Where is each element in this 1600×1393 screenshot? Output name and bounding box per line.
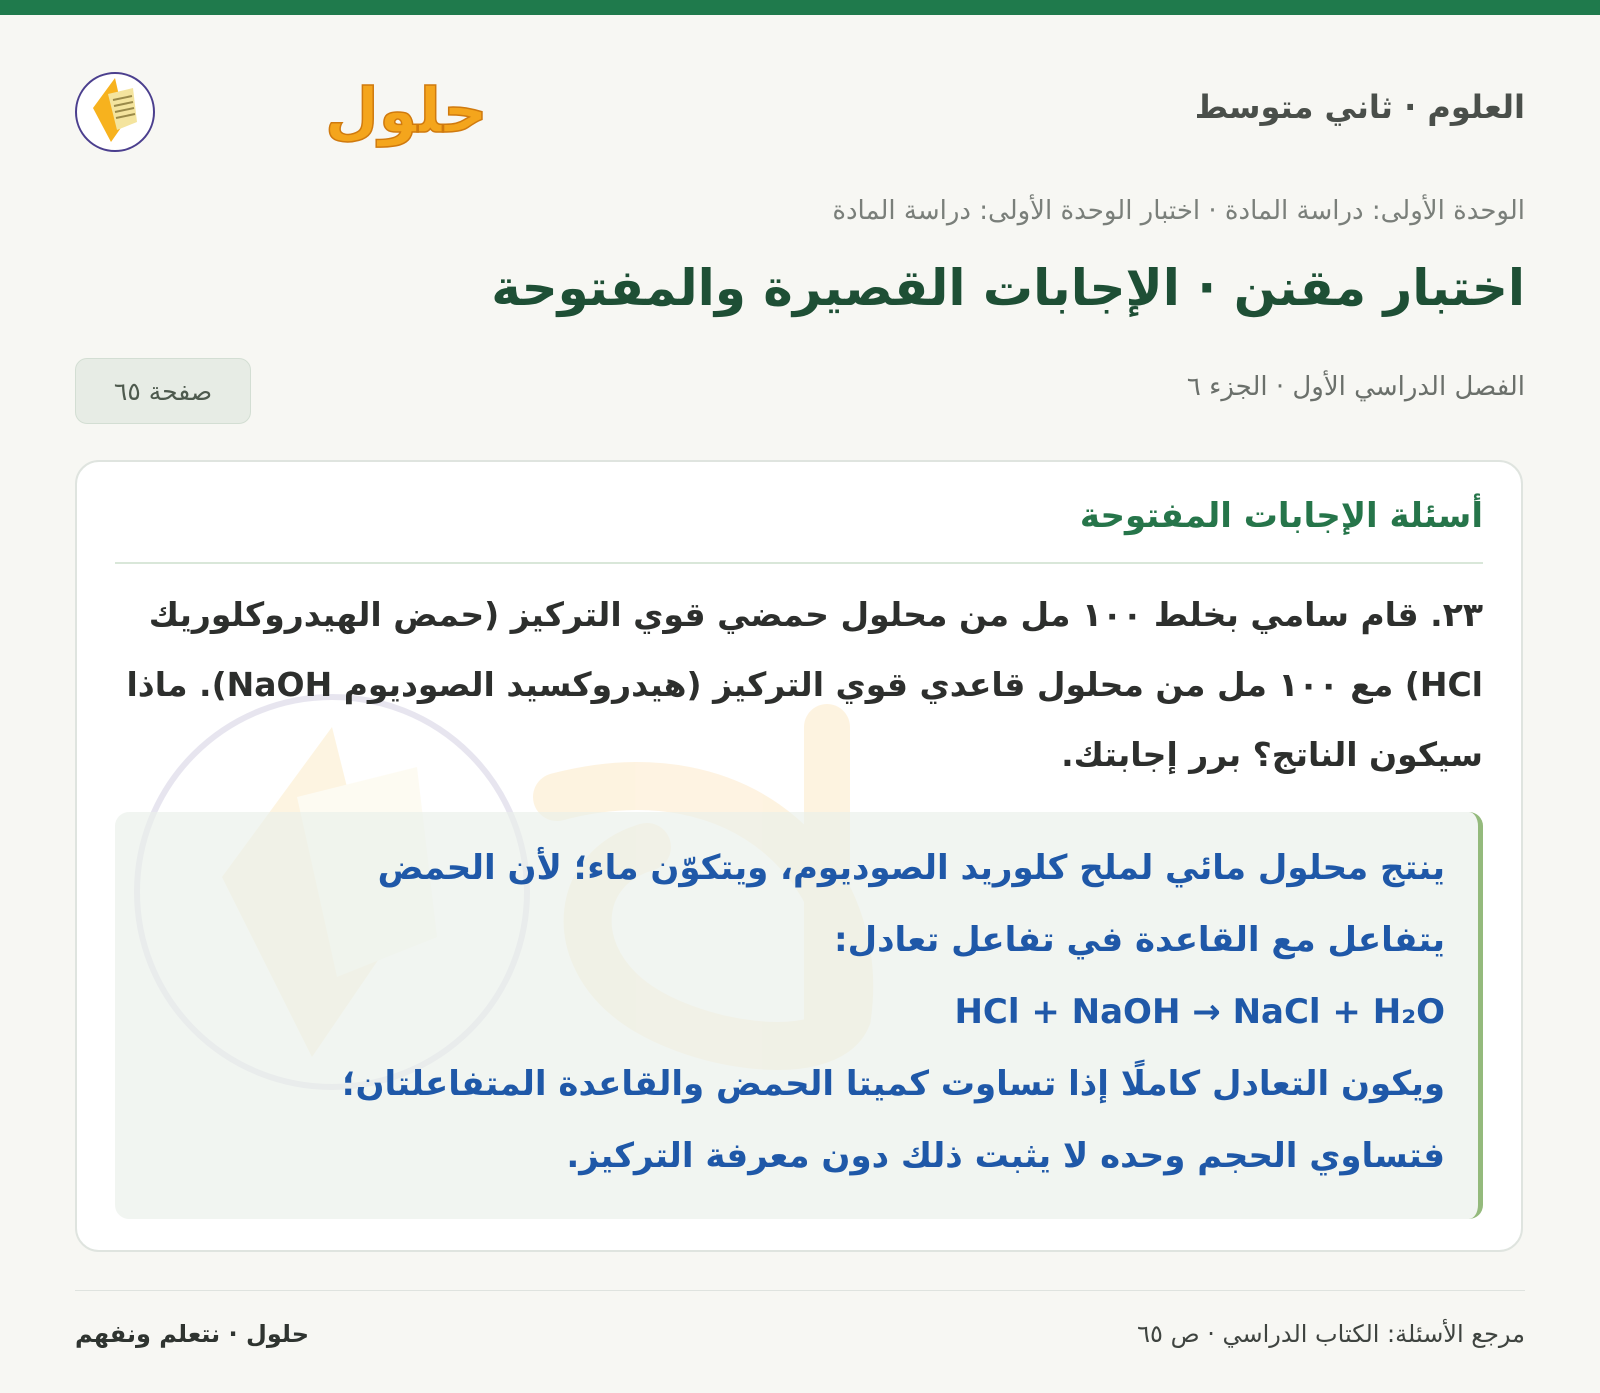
answer-line-2: يتفاعل مع القاعدة في تفاعل تعادل:	[833, 920, 1445, 960]
answer-box	[115, 812, 1483, 1219]
hulul-logo[interactable]	[75, 50, 488, 160]
page-title: اختبار مقنن · الإجابات القصيرة والمفتوحة	[491, 259, 1525, 317]
footer-brand[interactable]: حلول · نتعلم ونفهم	[75, 1320, 309, 1348]
header	[75, 50, 1525, 160]
term-label: الفصل الدراسي الأول · الجزء ٦	[1186, 372, 1525, 402]
question-text: ٢٣. قام سامي بخلط ١٠٠ مل من محلول حمضي قوي التركيز (حمض الهيدروكلوريك HCl) مع ١٠٠ مل من محلول قاعدي قوي التركيز (هيدروكسيد الصوديوم NaOH). ماذا سيكون الناتج؟ برر إجابتك.	[126, 595, 1483, 774]
meta-row	[75, 358, 1525, 424]
answer-line-1: ينتج محلول مائي لملح كلوريد الصوديوم، ويتكوّن ماء؛ لأن الحمض	[377, 848, 1445, 888]
question-card	[75, 460, 1523, 1252]
section-title: أسئلة الإجابات المفتوحة	[1079, 496, 1483, 536]
section-divider	[115, 562, 1483, 564]
footer-reference: مرجع الأسئلة: الكتاب الدراسي · ص ٦٥	[1137, 1320, 1525, 1348]
answer-line-3: ويكون التعادل كاملًا إذا تساوت كميتا الحمض والقاعدة المتفاعلتان؛	[341, 1064, 1445, 1104]
page-badge: صفحة ٦٥	[75, 358, 251, 424]
breadcrumb[interactable]: الوحدة الأولى: دراسة المادة · اختبار الوحدة الأولى: دراسة المادة	[832, 196, 1525, 226]
top-accent-bar	[0, 0, 1600, 15]
logo-text: حلول	[325, 74, 488, 147]
footer-divider	[75, 1290, 1525, 1291]
subject-label: العلوم · ثاني متوسط	[1194, 88, 1525, 126]
reaction-equation: HCl + NaOH → NaCl + H₂O	[954, 992, 1445, 1032]
answer-line-4: فتساوي الحجم وحده لا يثبت ذلك دون معرفة التركيز.	[566, 1136, 1445, 1176]
